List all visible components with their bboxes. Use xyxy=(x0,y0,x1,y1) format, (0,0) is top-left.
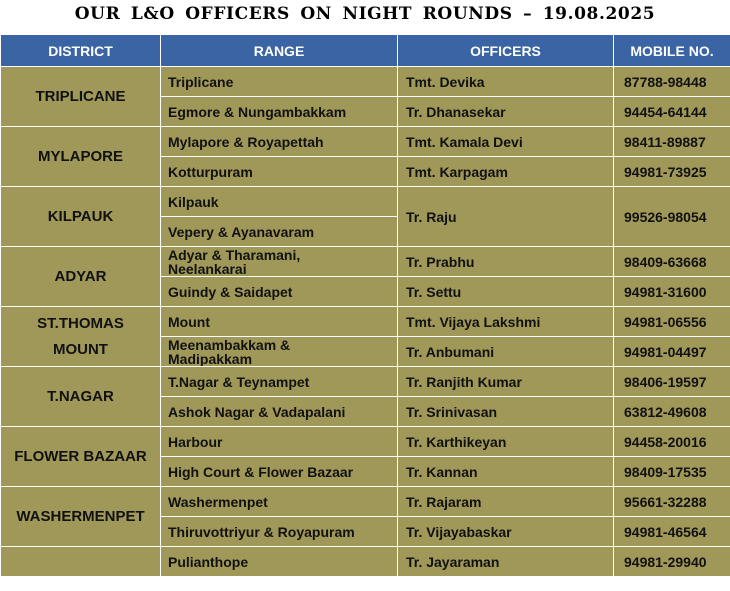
officer-cell: Tmt. Kamala Devi xyxy=(398,127,614,157)
district-cell xyxy=(1,367,161,427)
officer-cell: Tr. Vijayabaskar xyxy=(398,517,614,547)
officer-cell: Tr. Jayaraman xyxy=(398,547,614,577)
officers-table xyxy=(0,34,730,577)
range-cell: Triplicane xyxy=(161,67,398,97)
mobile-cell: 98409-63668 xyxy=(614,247,730,277)
table-row xyxy=(1,187,730,217)
officer-cell: Tmt. Vijaya Lakshmi xyxy=(398,307,614,337)
column-header-officers: OFFICERS xyxy=(398,35,614,67)
range-cell: Meenambakkam & Madipakkam xyxy=(161,337,398,367)
officer-cell: Tr. Rajaram xyxy=(398,487,614,517)
range-cell: Washermenpet xyxy=(161,487,398,517)
table-header-row xyxy=(1,35,730,67)
district-cell xyxy=(1,427,161,487)
officer-cell: Tr. Srinivasan xyxy=(398,397,614,427)
mobile-cell: 94454-64144 xyxy=(614,97,730,127)
district-name: FLOWER BAZAAR xyxy=(14,447,147,465)
range-cell: T.Nagar & Teynampet xyxy=(161,367,398,397)
table-row xyxy=(1,547,730,577)
district-name: TRIPLICANE xyxy=(35,87,126,105)
column-header-mobile: MOBILE NO. xyxy=(614,35,730,67)
district-cell xyxy=(1,547,161,577)
range-cell: Ashok Nagar & Vadapalani xyxy=(161,397,398,427)
range-cell: Mount xyxy=(161,307,398,337)
mobile-cell: 98406-19597 xyxy=(614,367,730,397)
mobile-cell: 94981-46564 xyxy=(614,517,730,547)
range-cell: Kilpauk xyxy=(161,187,398,217)
mobile-cell: 94981-73925 xyxy=(614,157,730,187)
district-name: T.NAGAR xyxy=(47,387,114,405)
mobile-cell: 95661-32288 xyxy=(614,487,730,517)
mobile-cell: 87788-98448 xyxy=(614,67,730,97)
table-row xyxy=(1,247,730,277)
district-name: ST.THOMAS MOUNT xyxy=(37,314,124,358)
range-cell: Harbour xyxy=(161,427,398,457)
district-cell xyxy=(1,247,161,307)
range-cell: Egmore & Nungambakkam xyxy=(161,97,398,127)
range-cell: Vepery & Ayanavaram xyxy=(161,217,398,247)
table-row xyxy=(1,427,730,457)
district-cell xyxy=(1,67,161,127)
mobile-cell: 94981-04497 xyxy=(614,337,730,367)
range-cell: Adyar & Tharamani, Neelankarai xyxy=(161,247,398,277)
officer-cell: Tr. Settu xyxy=(398,277,614,307)
officer-cell: Tr. Prabhu xyxy=(398,247,614,277)
officer-cell: Tr. Raju xyxy=(398,187,614,247)
officer-cell: Tr. Ranjith Kumar xyxy=(398,367,614,397)
district-cell xyxy=(1,127,161,187)
range-cell: Pulianthope xyxy=(161,547,398,577)
mobile-cell: 63812-49608 xyxy=(614,397,730,427)
column-header-district: DISTRICT xyxy=(1,35,161,67)
column-header-range: RANGE xyxy=(161,35,398,67)
district-cell xyxy=(1,187,161,247)
district-cell xyxy=(1,307,161,367)
district-name: MYLAPORE xyxy=(37,147,123,165)
range-cell: Guindy & Saidapet xyxy=(161,277,398,307)
mobile-cell: 94981-29940 xyxy=(614,547,730,577)
mobile-cell: 94458-20016 xyxy=(614,427,730,457)
mobile-cell: 94981-31600 xyxy=(614,277,730,307)
officer-cell: Tr. Dhanasekar xyxy=(398,97,614,127)
range-cell: Thiruvottriyur & Royapuram xyxy=(161,517,398,547)
district-name: WASHERMENPET xyxy=(16,507,145,525)
mobile-cell: 99526-98054 xyxy=(614,187,730,247)
range-cell: Mylapore & Royapettah xyxy=(161,127,398,157)
table-row xyxy=(1,487,730,517)
officer-cell: Tr. Karthikeyan xyxy=(398,427,614,457)
officer-cell: Tr. Kannan xyxy=(398,457,614,487)
officer-cell: Tr. Anbumani xyxy=(398,337,614,367)
officer-cell: Tmt. Devika xyxy=(398,67,614,97)
mobile-cell: 94981-06556 xyxy=(614,307,730,337)
table-row xyxy=(1,127,730,157)
table-row xyxy=(1,307,730,337)
district-name: KILPAUK xyxy=(47,207,114,225)
range-cell: High Court & Flower Bazaar xyxy=(161,457,398,487)
table-row xyxy=(1,67,730,97)
table-row xyxy=(1,367,730,397)
district-name: ADYAR xyxy=(54,267,107,285)
district-cell xyxy=(1,487,161,547)
range-cell: Kotturpuram xyxy=(161,157,398,187)
officer-cell: Tmt. Karpagam xyxy=(398,157,614,187)
page-title: OUR L&O OFFICERS ON NIGHT ROUNDS – 19.08.2025 xyxy=(74,4,656,24)
mobile-cell: 98411-89887 xyxy=(614,127,730,157)
mobile-cell: 98409-17535 xyxy=(614,457,730,487)
